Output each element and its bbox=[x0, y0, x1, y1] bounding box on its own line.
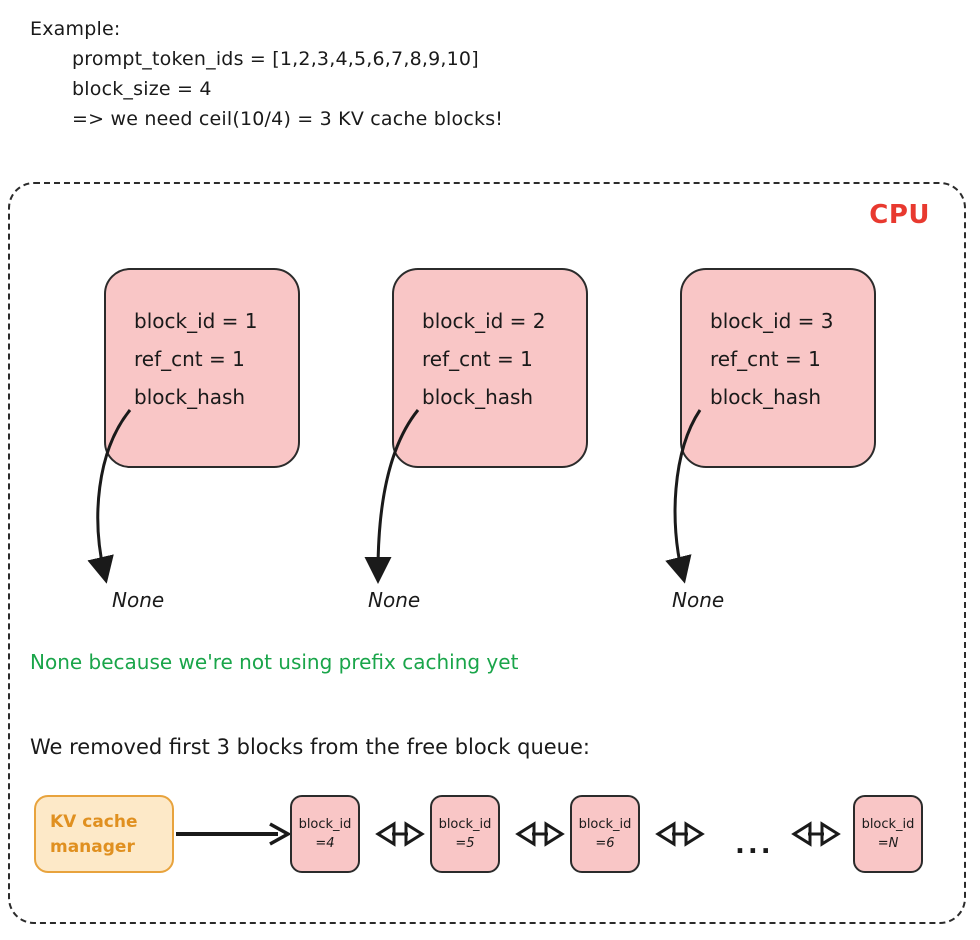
queue-block-id: =N bbox=[877, 836, 899, 851]
ref-cnt-text: ref_cnt = 1 bbox=[710, 347, 821, 371]
free-queue-block bbox=[430, 795, 500, 873]
example-line-0: prompt_token_ids = [1,2,3,4,5,6,7,8,9,10] bbox=[72, 48, 479, 70]
ref-cnt-text: ref_cnt = 1 bbox=[422, 347, 533, 371]
ref-cnt-text: ref_cnt = 1 bbox=[134, 347, 245, 371]
block-id-text: block_id = 1 bbox=[134, 309, 258, 333]
kv-cache-block bbox=[104, 268, 300, 468]
queue-block-id: =4 bbox=[315, 836, 335, 851]
block-id-text: block_id = 2 bbox=[422, 309, 546, 333]
none-note: None because we're not using prefix caching yet bbox=[30, 650, 519, 674]
queue-block-label: block_id bbox=[578, 817, 632, 832]
queue-ellipsis: ... bbox=[735, 830, 774, 860]
example-line-2: => we need ceil(10/4) = 3 KV cache blocks! bbox=[72, 108, 504, 130]
example-title: Example: bbox=[30, 18, 121, 40]
queue-block-id: =6 bbox=[595, 836, 615, 851]
manager-label-line2: manager bbox=[50, 837, 135, 857]
free-queue-block bbox=[290, 795, 360, 873]
hash-value-label: None bbox=[368, 588, 421, 612]
block-hash-text: block_hash bbox=[710, 385, 822, 409]
queue-block-id: =5 bbox=[455, 836, 475, 851]
kv-cache-block bbox=[392, 268, 588, 468]
hash-value-label: None bbox=[672, 588, 725, 612]
queue-block-label: block_id bbox=[438, 817, 492, 832]
kv-cache-block bbox=[680, 268, 876, 468]
block-id-text: block_id = 3 bbox=[710, 309, 834, 333]
block-hash-text: block_hash bbox=[134, 385, 246, 409]
cpu-label: CPU bbox=[869, 200, 930, 230]
kv-cache-manager-box bbox=[34, 795, 174, 873]
example-line-1: block_size = 4 bbox=[72, 78, 212, 100]
hash-value-label: None bbox=[112, 588, 165, 612]
free-queue-block bbox=[570, 795, 640, 873]
free-queue-block bbox=[853, 795, 923, 873]
removed-blocks-note: We removed first 3 blocks from the free block queue: bbox=[30, 735, 590, 759]
manager-label-line1: KV cache bbox=[50, 812, 138, 832]
queue-block-label: block_id bbox=[861, 817, 915, 832]
queue-block-label: block_id bbox=[298, 817, 352, 832]
example-block bbox=[30, 14, 503, 134]
block-hash-text: block_hash bbox=[422, 385, 534, 409]
